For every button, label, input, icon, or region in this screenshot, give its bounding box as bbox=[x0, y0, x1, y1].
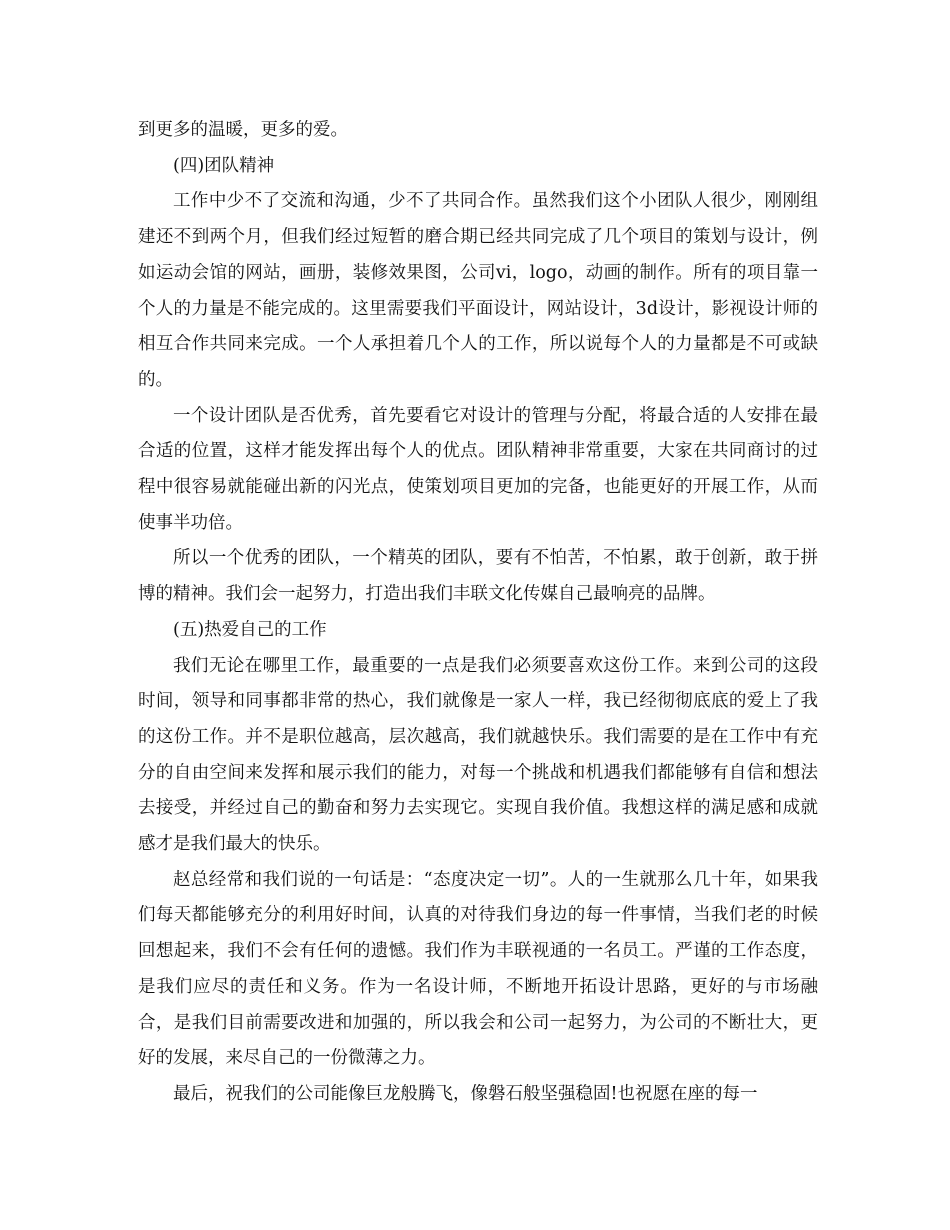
paragraph-continuation: 到更多的温暖，更多的爱。 bbox=[138, 120, 348, 140]
paragraph-closing: 最后，祝我们的公司能像巨龙般腾飞，像磐石般坚强稳固!也祝愿在座的每一 bbox=[173, 1083, 758, 1104]
section-heading-team-spirit: (四)团队精神 bbox=[173, 155, 275, 176]
paragraph-love-work: 我们无论在哪里工作，最重要的一点是我们必须要喜欢这份工作。来到公司的这段时间，领导和同事都非常的热心，我们就像是一家人一样，我已经彻彻底底的爱上了我的这份工作。并不是职位越高，层次越高，我们就越快乐。我们需要的是在工作中有充分的自由空间来发挥和展示我们的能力，对每一个挑战和机遇我们都能够有自信和想法去接受，并经过自己的勤奋和努力去实现它。实现自我价值。我想这样的满足感和成就感才是我们最大的快乐。 bbox=[138, 655, 818, 855]
document-body bbox=[138, 113, 818, 1113]
paragraph-excellent-team: 所以一个优秀的团队，一个精英的团队，要有不怕苦，不怕累，敢于创新，敢于拼博的精神。我们会一起努力，打造出我们丰联文化传媒自己最响亮的品牌。 bbox=[138, 548, 818, 605]
section-heading-love-work: (五)热爱自己的工作 bbox=[173, 619, 327, 640]
paragraph-teamwork: 工作中少不了交流和沟通，少不了共同合作。虽然我们这个小团队人很少，刚刚组建还不到两个月，但我们经过短暂的磨合期已经共同完成了几个项目的策划与设计，例如运动会馆的网站，画册，装修效果图，公司vi，logo，动画的制作。所有的项目靠一个人的力量是不能完成的。这里需要我们平面设计，网站设计，3d设计，影视设计师的相互合作共同来完成。一个人承担着几个人的工作，所以说每个人的力量都是不可或缺的。 bbox=[138, 191, 818, 390]
paragraph-attitude: 赵总经常和我们说的一句话是：“态度决定一切”。人的一生就那么几十年，如果我们每天都能够充分的利用好时间，认真的对待我们身边的每一件事情，当我们老的时候回想起来，我们不会有任何的遗憾。我们作为丰联视通的一名员工。严谨的工作态度，是我们应尽的责任和义务。作为一名设计师，不断地开拓设计思路，更好的与市场融合，是我们目前需要改进和加强的，所以我会和公司一起努力，为公司的不断壮大，更好的发展，来尽自己的一份微薄之力。 bbox=[138, 869, 818, 1069]
paragraph-design-team: 一个设计团队是否优秀，首先要看它对设计的管理与分配，将最合适的人安排在最合适的位置，这样才能发挥出每个人的优点。团队精神非常重要，大家在共同商讨的过程中很容易就能碰出新的闪光点，使策划项目更加的完备，也能更好的开展工作，从而使事半功倍。 bbox=[138, 405, 818, 533]
